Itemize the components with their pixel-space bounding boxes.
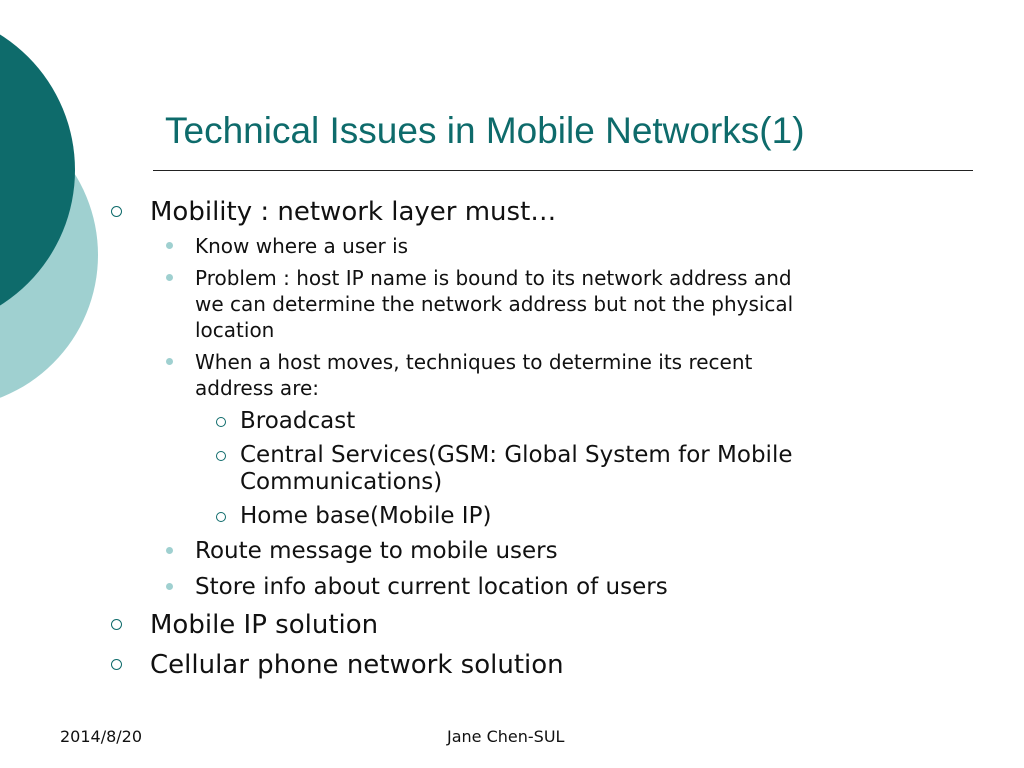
bullet-text-line: Communications) (240, 469, 443, 495)
bullet-text: Home base(Mobile IP) (240, 503, 492, 529)
dot-bullet-icon (166, 547, 173, 554)
bullet-cellular (150, 650, 564, 680)
dot-bullet-icon (166, 358, 173, 365)
bullet-text: Cellular phone network solution (150, 650, 564, 680)
hollow-circle-bullet-icon (216, 417, 226, 427)
sub-bullet-know-where (195, 233, 408, 259)
bullet-text-line: location (195, 318, 275, 342)
bullet-mobility (150, 197, 556, 227)
footer-date: 2014/8/20 (60, 727, 143, 746)
hollow-circle-bullet-icon (111, 659, 122, 670)
slide-title: Technical Issues in Mobile Networks(1) (165, 110, 805, 151)
bullet-text-line: address are: (195, 376, 320, 400)
title-divider (153, 170, 973, 171)
sub-sub-bullet-central-services (240, 442, 792, 496)
bullet-text: Route message to mobile users (195, 538, 558, 564)
footer-author: Jane Chen-SUL (447, 727, 565, 746)
decorative-circles (0, 0, 110, 420)
sub-bullet-problem (195, 265, 793, 343)
dot-bullet-icon (166, 274, 173, 281)
dot-bullet-icon (166, 242, 173, 249)
hollow-circle-bullet-icon (216, 451, 226, 461)
sub-sub-bullet-home-base (240, 503, 491, 530)
sub-bullet-host-moves (195, 349, 752, 401)
hollow-circle-bullet-icon (216, 512, 226, 522)
sub-sub-bullet-broadcast (240, 408, 355, 435)
bullet-mobile-ip (150, 610, 378, 640)
dot-bullet-icon (166, 583, 173, 590)
sub-bullet-store-info (195, 573, 668, 601)
bullet-text: Broadcast (240, 408, 356, 434)
hollow-circle-bullet-icon (111, 619, 122, 630)
bullet-text-line: When a host moves, techniques to determine its recent (195, 350, 753, 374)
bullet-text-line: we can determine the network address but not the physical (195, 292, 794, 316)
bullet-text: Mobile IP solution (150, 610, 379, 640)
bullet-text-line: Central Services(GSM: Global System for Mobile (240, 442, 793, 468)
bullet-text: Store info about current location of users (195, 574, 668, 600)
bullet-text-line: Problem : host IP name is bound to its network address and (195, 266, 792, 290)
sub-bullet-route-message (195, 537, 558, 565)
hollow-circle-bullet-icon (111, 206, 122, 217)
bullet-text: Mobility : network layer must… (150, 197, 557, 227)
bullet-text: Know where a user is (195, 234, 409, 258)
